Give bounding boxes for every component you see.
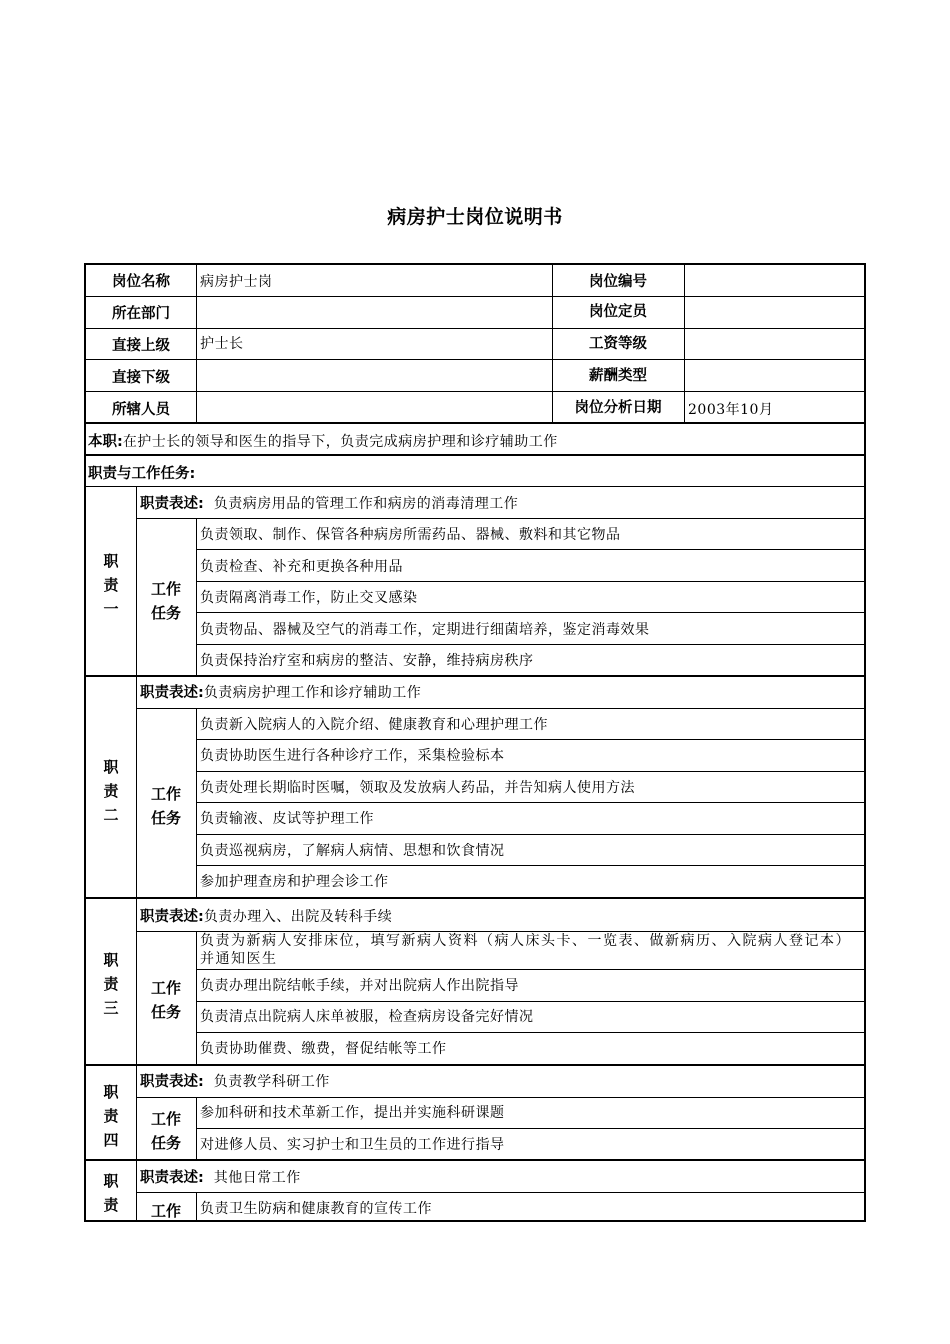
grid-line: [196, 265, 197, 423]
tasks-label-line: 工作: [150, 785, 181, 803]
statement-label: 职责表述:: [140, 1170, 204, 1186]
statement-text: 负责教学科研工作: [213, 1074, 330, 1090]
task-item: 负责新入院病人的入院介绍、健康教育和心理护理工作: [200, 717, 548, 733]
duty-3-title-char: 职: [103, 951, 119, 969]
grid-line: [136, 518, 866, 519]
duty-2-tasks-label: [136, 782, 196, 830]
grid-line: [86, 1064, 866, 1066]
task-item: 负责巡视病房，了解病人病情、思想和饮食情况: [200, 843, 505, 859]
job-summary-text: 在护士长的领导和医生的指导下，负责完成病房护理和诊疗辅助工作: [122, 434, 558, 450]
duty-4-statement: [140, 1073, 330, 1091]
grid-line: [196, 771, 866, 772]
grid-line: [86, 359, 866, 360]
task-item: 负责领取、制作、保管各种病房所需药品、器械、敷料和其它物品: [200, 527, 621, 543]
grid-line: [86, 422, 866, 424]
superior-label: 直接上级: [112, 338, 170, 354]
tasks-label-line: 工作: [150, 580, 181, 598]
task-item: 对进修人员、实习护士和卫生员的工作进行指导: [200, 1137, 505, 1153]
grid-line: [196, 1001, 866, 1002]
statement-text: 负责病房护理工作和诊疗辅助工作: [203, 685, 422, 701]
analysis-date-value: 2003年10月: [688, 402, 774, 418]
superior-value: 护士长: [200, 336, 244, 352]
task-item: 负责检查、补充和更换各种用品: [200, 559, 403, 575]
department-label: 所在部门: [112, 306, 170, 322]
grid-line: [196, 931, 197, 1065]
tasks-label-line: 工作: [150, 979, 181, 997]
tasks-label-line: 任务: [150, 809, 181, 827]
task-item: 负责输液、皮试等护理工作: [200, 811, 374, 827]
task-item: 参加科研和技术革新工作，提出并实施科研课题: [200, 1105, 505, 1121]
position-name-value: 病房护士岗: [200, 274, 273, 290]
statement-label: 职责表述:: [140, 496, 204, 512]
task-item: 负责办理出院结帐手续，并对出院病人作出院指导: [200, 978, 519, 994]
task-item: 负责保持治疗室和病房的整洁、安静，维持病房秩序: [200, 653, 534, 669]
grid-line: [196, 969, 866, 970]
grid-line: [196, 549, 866, 550]
job-description-table: [84, 263, 866, 1222]
grid-line: [196, 1192, 197, 1222]
grid-line: [196, 708, 197, 898]
duty-2-statement: [140, 684, 421, 702]
staffing-label: 岗位定员: [589, 304, 647, 320]
duty-3-title-char: 三: [103, 999, 119, 1017]
duty-4-title-char: 责: [103, 1107, 119, 1125]
duty-5-tasks-label: [136, 1199, 196, 1222]
grid-line: [86, 391, 866, 392]
statement-label: 职责表述:: [140, 909, 204, 925]
task-item: 参加护理查房和护理会诊工作: [200, 874, 389, 890]
duty-5-statement: [140, 1169, 301, 1187]
grid-line: [136, 1192, 866, 1193]
duty-5-title-char: 责: [103, 1196, 119, 1214]
grid-line: [86, 897, 866, 899]
duty-5-title: [86, 1169, 136, 1217]
statement-text: 负责病房用品的管理工作和病房的消毒清理工作: [213, 496, 519, 512]
duty-1-title-char: 一: [103, 600, 119, 618]
grid-line: [86, 486, 866, 487]
task-item: 负责协助医生进行各种诊疗工作，采集检验标本: [200, 748, 505, 764]
grid-line: [684, 265, 685, 423]
grid-line: [196, 802, 866, 803]
managed-staff-label: 所辖人员: [112, 402, 170, 418]
statement-text: 负责办理入、出院及转科手续: [203, 909, 393, 925]
tasks-label-line: 任务: [150, 1003, 181, 1021]
grid-line: [196, 739, 866, 740]
statement-label: 职责表述:: [140, 685, 204, 701]
duty-4-title-char: 职: [103, 1083, 119, 1101]
task-item: 负责为新病人安排床位，填写新病人资料（病人床头卡、一览表、做新病历、入院病人登记本）并通知医生: [200, 933, 851, 967]
duty-1-title-char: 职: [103, 552, 119, 570]
task-item: 负责协助催费、缴费，督促结帐等工作: [200, 1041, 447, 1057]
grid-line: [136, 708, 866, 709]
tasks-label-line: 任务: [150, 604, 181, 622]
position-name-label: 岗位名称: [112, 274, 170, 290]
duty-2-title-char: 职: [103, 758, 119, 776]
task-item: 负责卫生防病和健康教育的宣传工作: [200, 1201, 432, 1217]
duty-1-title-char: 责: [103, 576, 119, 594]
duty-4-title-char: 四: [103, 1131, 119, 1149]
task-item: 负责隔离消毒工作，防止交叉感染: [200, 590, 418, 606]
duty-3-statement: [140, 908, 392, 926]
analysis-date-label: 岗位分析日期: [574, 400, 662, 416]
tasks-label-line: 工作: [150, 1202, 181, 1220]
duty-3-tasks-label: [136, 976, 196, 1024]
duty-5-title-char: 职: [103, 1172, 119, 1190]
page-title: 病房护士岗位说明书: [387, 206, 563, 228]
grid-line: [196, 612, 866, 613]
task-item: 负责清点出院病人床单被服，检查病房设备完好情况: [200, 1009, 534, 1025]
wage-grade-label: 工资等级: [589, 336, 647, 352]
grid-line: [196, 518, 197, 676]
job-summary: [88, 433, 558, 451]
task-item: 负责物品、器械及空气的消毒工作，定期进行细菌培养，鉴定消毒效果: [200, 622, 650, 638]
grid-line: [86, 328, 866, 329]
duty-1-statement: [140, 495, 518, 513]
job-summary-label: 本职:: [88, 434, 123, 450]
statement-text: 其他日常工作: [213, 1170, 301, 1186]
task-item: 负责处理长期临时医嘱，领取及发放病人药品，并告知病人使用方法: [200, 780, 635, 796]
grid-line: [86, 454, 866, 456]
salary-type-label: 薪酬类型: [589, 368, 647, 384]
duty-3-title-char: 责: [103, 975, 119, 993]
duty-4-tasks-label: [136, 1107, 196, 1155]
grid-line: [196, 834, 866, 835]
duty-1-tasks-label: [136, 577, 196, 625]
grid-line: [196, 581, 866, 582]
grid-line: [196, 644, 866, 645]
grid-line: [86, 296, 866, 297]
grid-line: [86, 675, 866, 677]
subordinate-label: 直接下级: [112, 370, 170, 386]
grid-line: [196, 1128, 866, 1129]
duty-3-title: [86, 948, 136, 1020]
tasks-label-line: 工作: [150, 1110, 181, 1128]
grid-line: [196, 865, 866, 866]
duty-2-title: [86, 755, 136, 827]
duty-2-title-char: 责: [103, 782, 119, 800]
grid-line: [86, 1159, 866, 1161]
duty-2-title-char: 二: [103, 806, 119, 824]
grid-line: [196, 1032, 866, 1033]
duty-1-title: [86, 549, 136, 621]
tasks-label-line: 任务: [150, 1134, 181, 1152]
position-code-label: 岗位编号: [589, 274, 647, 290]
grid-line: [136, 1097, 866, 1098]
duty-4-title: [86, 1080, 136, 1152]
statement-label: 职责表述:: [140, 1074, 204, 1090]
duties-heading: 职责与工作任务:: [88, 466, 196, 482]
